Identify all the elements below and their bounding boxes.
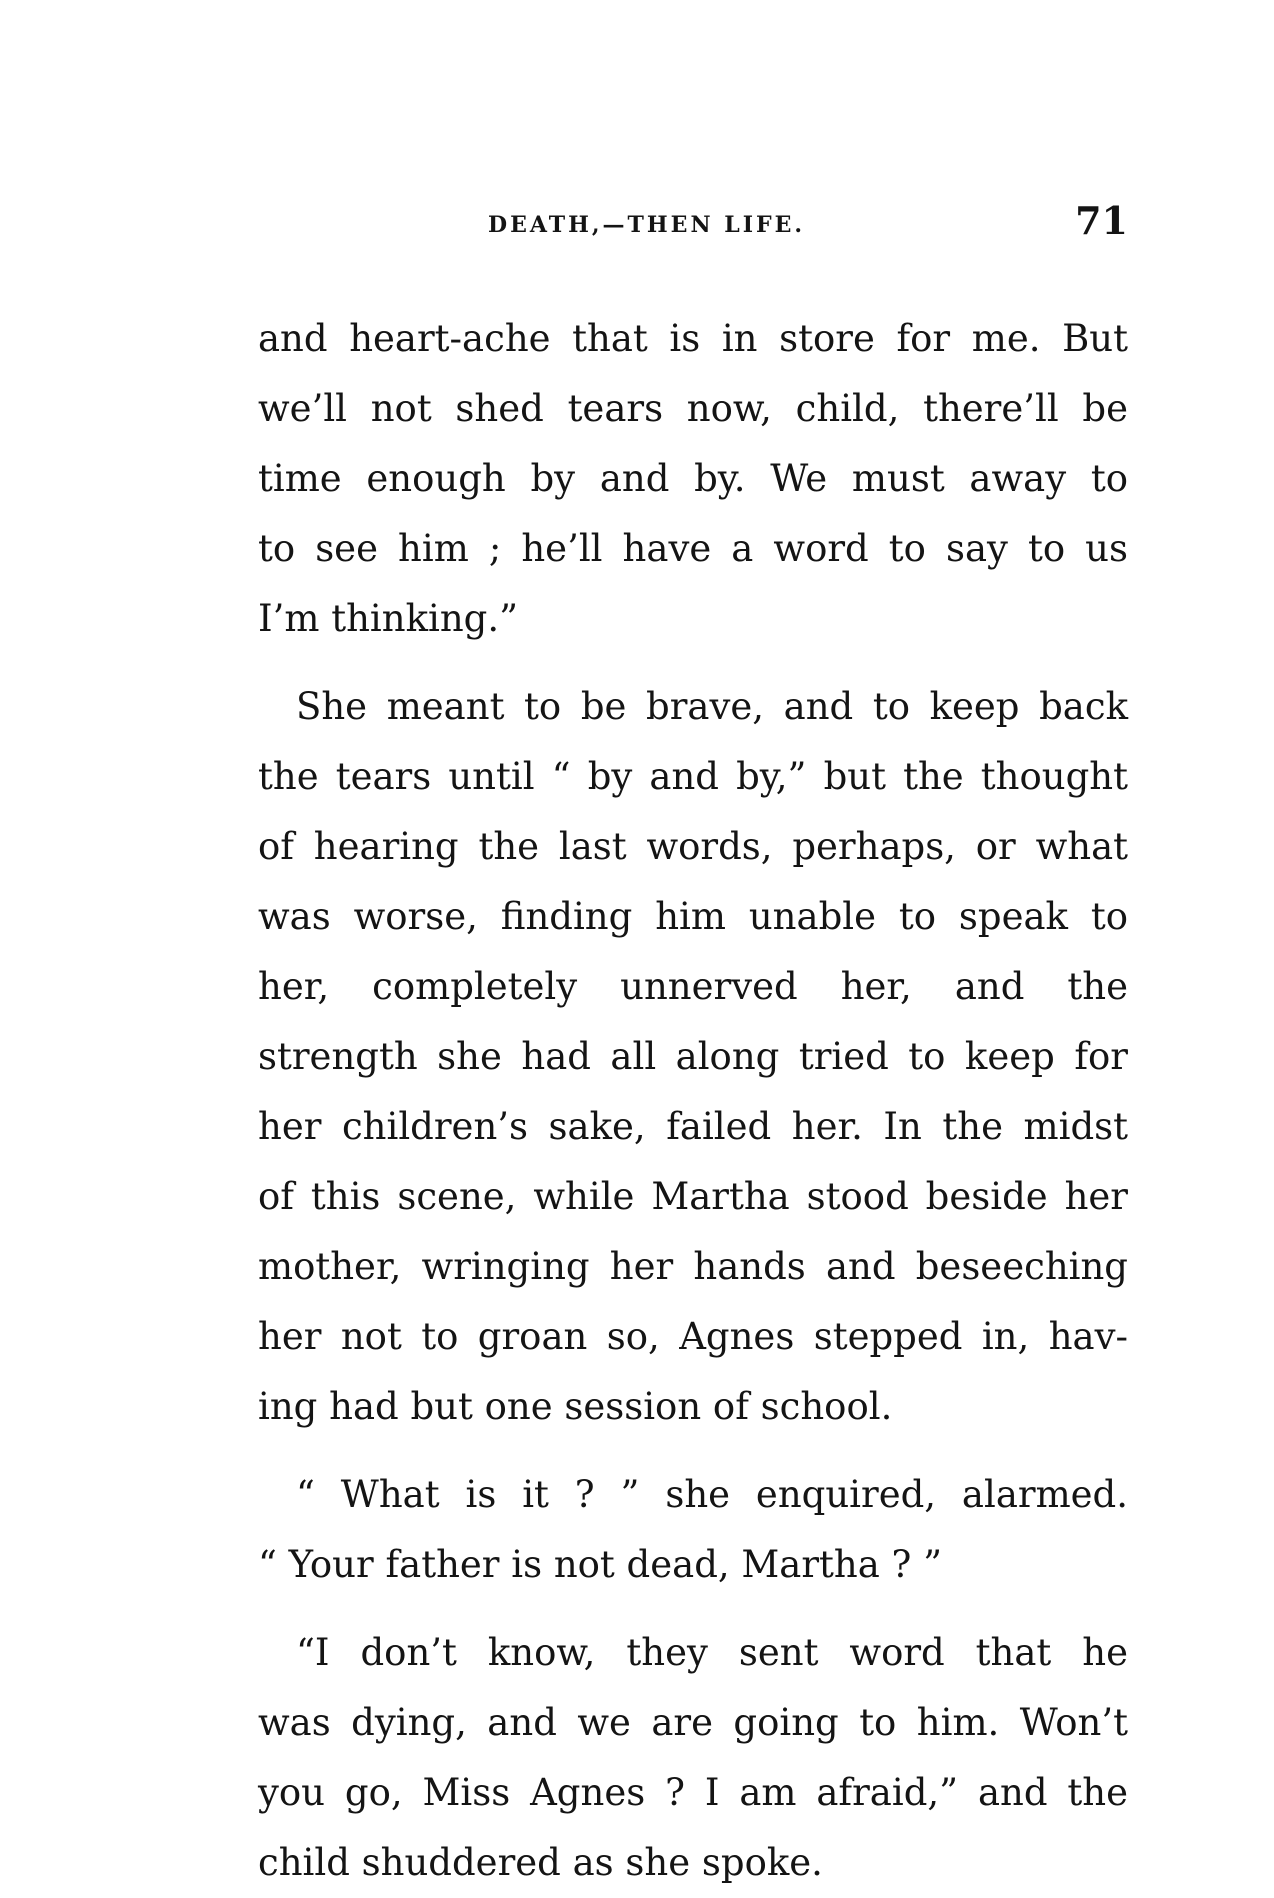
text-line: “ What is it ? ” she enquired, alarmed. (296, 1473, 1128, 1516)
text-line: her not to groan so, Agnes stepped in, hav- (258, 1315, 1128, 1358)
text-line: “I don’t know, they sent word that he (296, 1631, 1128, 1674)
text-line: you go, Miss Agnes ? I am afraid,” and the (258, 1771, 1128, 1814)
text-line: She meant to be brave, and to keep back (296, 685, 1128, 728)
paragraph (258, 1618, 1128, 1898)
text-line: was worse, finding him unable to speak to (258, 895, 1128, 938)
paragraph (258, 304, 1128, 654)
page-number: 71 (1075, 198, 1128, 243)
text-line: “ Your father is not dead, Martha ? ” (258, 1543, 943, 1586)
text-line: was dying, and we are going to him. Won’t (258, 1701, 1128, 1744)
text-line: to see him ; he’ll have a word to say to us (258, 527, 1128, 570)
text-line: of this scene, while Martha stood beside her (258, 1175, 1128, 1218)
text-line: ing had but one session of school. (258, 1385, 893, 1428)
text-line: and heart-ache that is in store for me. But (258, 317, 1128, 360)
running-head (258, 198, 1128, 258)
text-line: time enough by and by. We must away to (258, 457, 1128, 500)
running-title: DEATH,—THEN LIFE. (488, 212, 806, 238)
text-line: mother, wringing her hands and beseeching (258, 1245, 1128, 1288)
text-line: we’ll not shed tears now, child, there’ll be (258, 387, 1128, 430)
text-line: child shuddered as she spoke. (258, 1841, 823, 1884)
text-line: strength she had all along tried to keep for (258, 1035, 1128, 1078)
paragraph (258, 672, 1128, 1442)
text-line: her, completely unnerved her, and the (258, 965, 1128, 1008)
paragraph (258, 1460, 1128, 1600)
text-line: the tears until “ by and by,” but the thought (258, 755, 1128, 798)
body-text (258, 304, 1128, 1898)
text-line: of hearing the last words, perhaps, or what (258, 825, 1128, 868)
text-line: I’m thinking.” (258, 597, 519, 640)
text-line: her children’s sake, failed her. In the midst (258, 1105, 1128, 1148)
